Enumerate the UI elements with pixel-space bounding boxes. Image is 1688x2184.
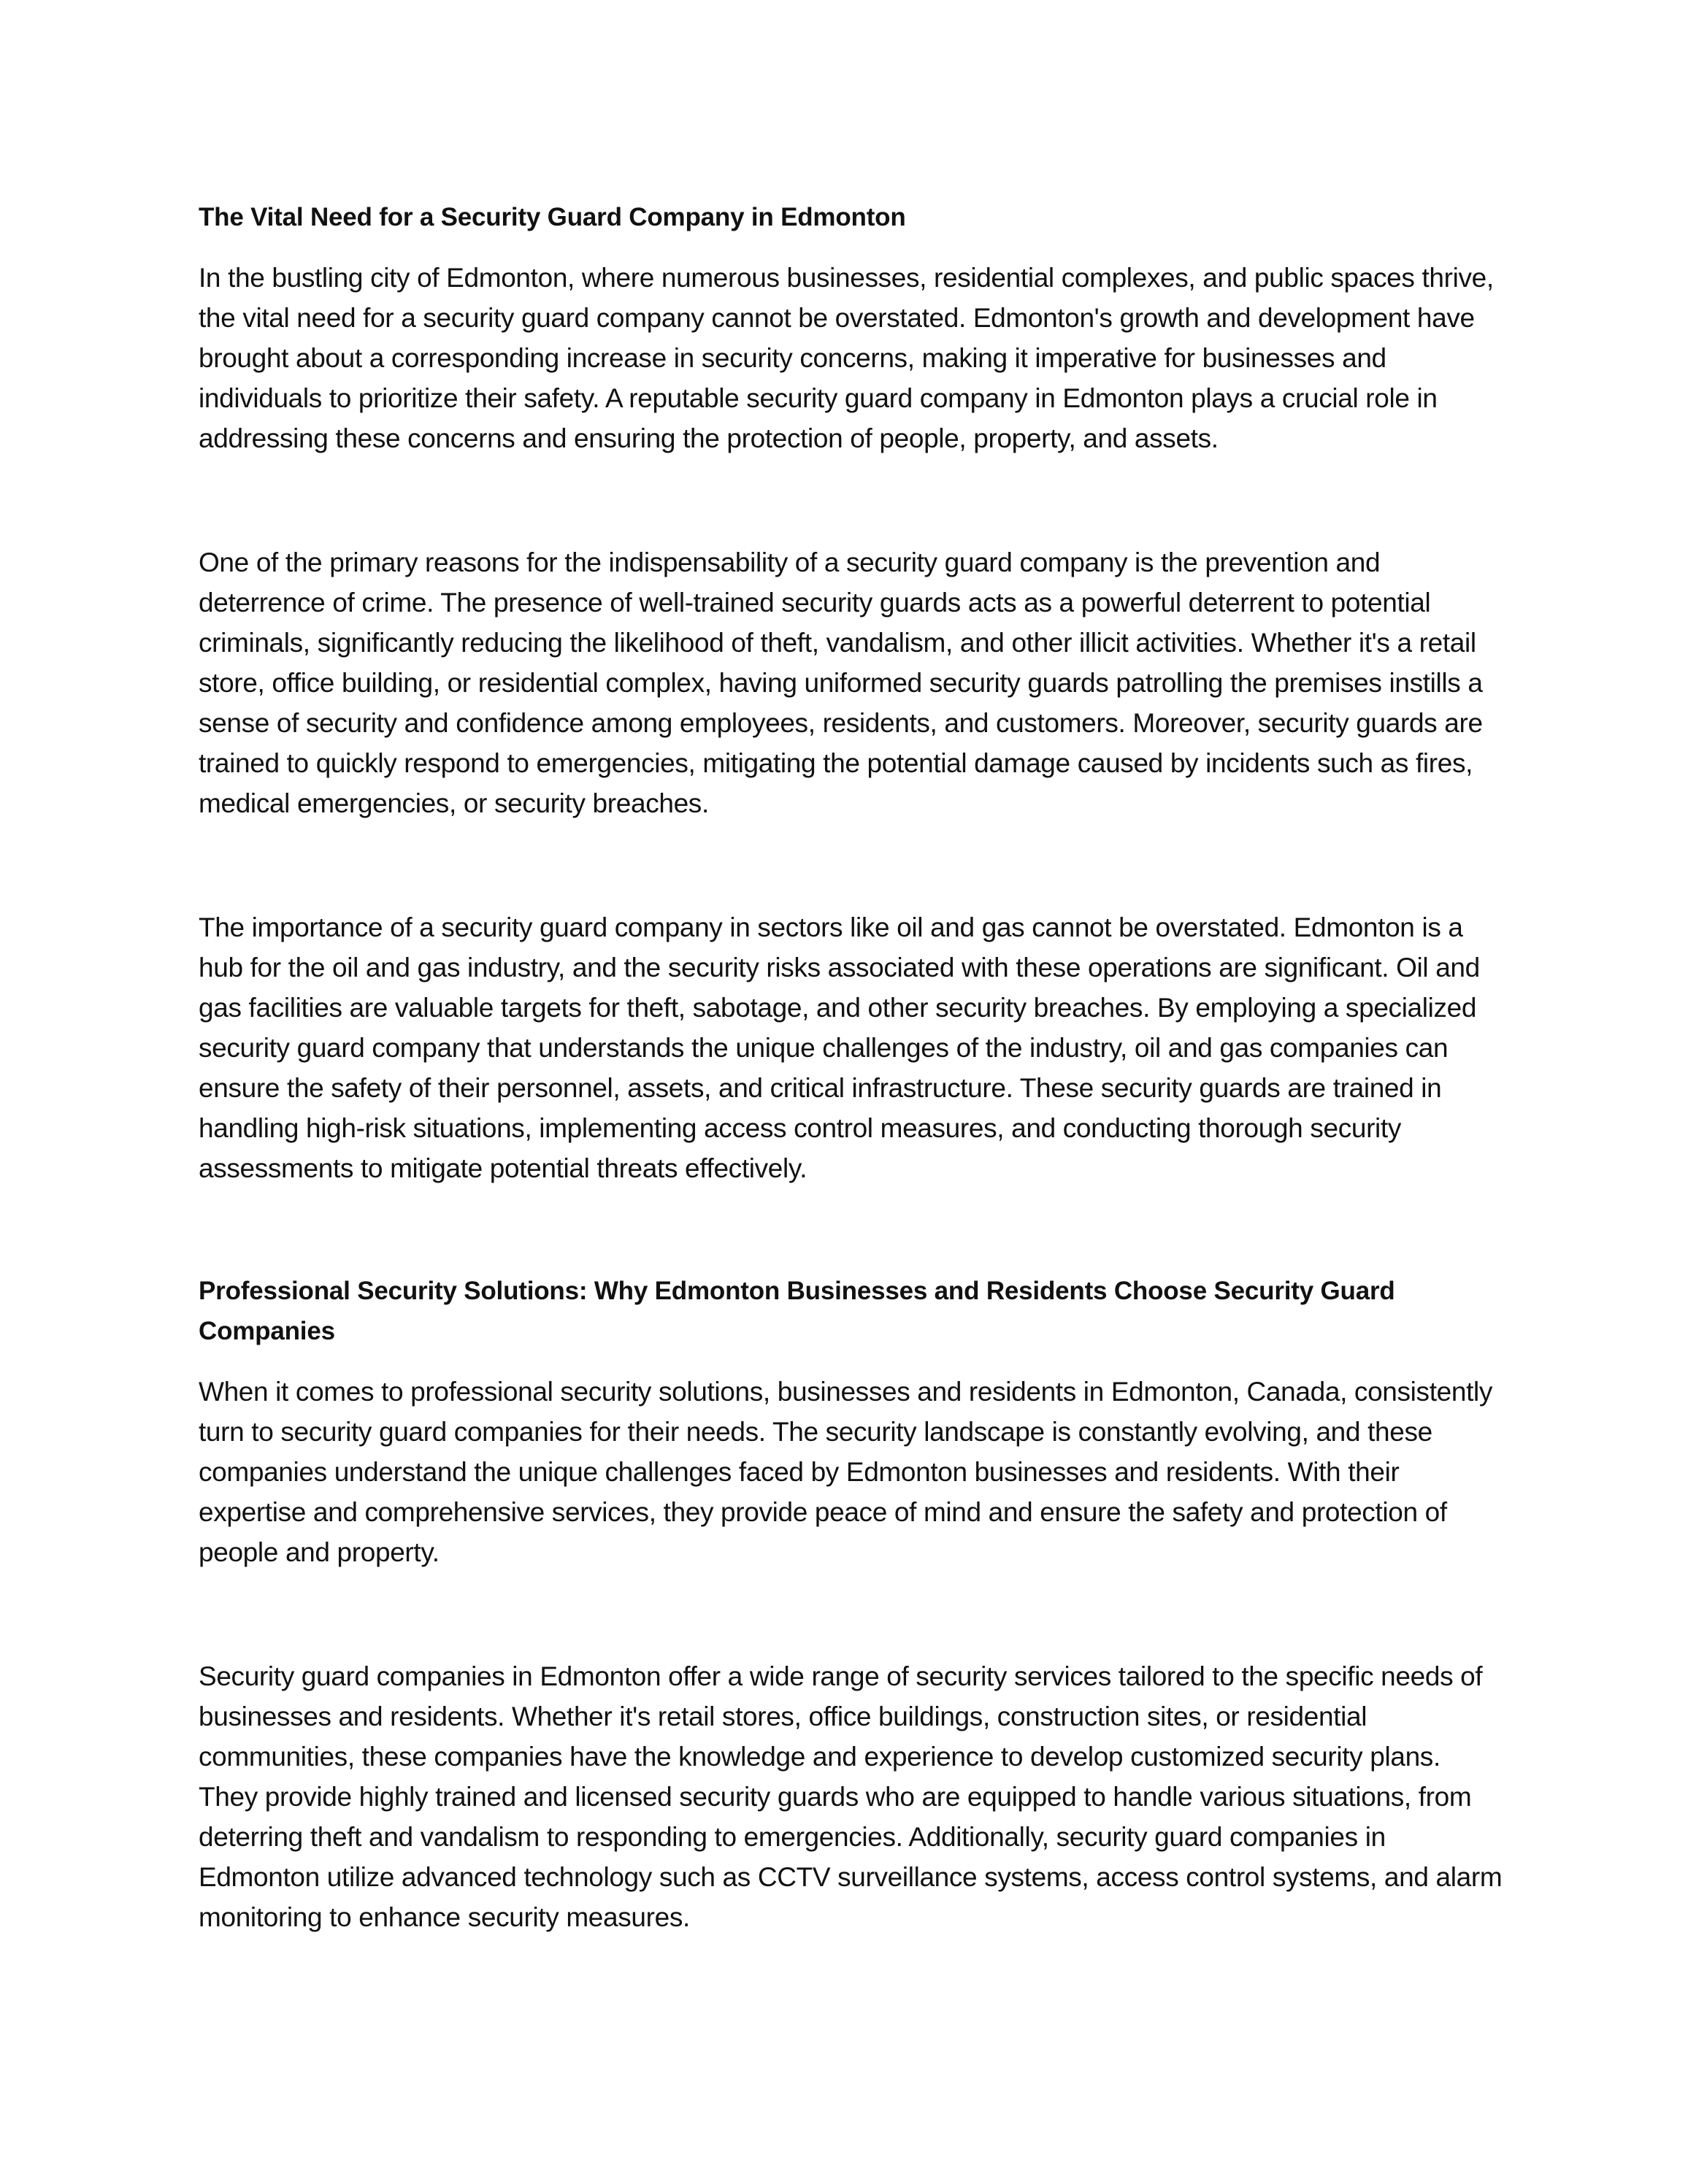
paragraph-spacer (199, 823, 1505, 907)
paragraph: In the bustling city of Edmonton, where numerous businesses, residential complexes, and public spaces thrive, the vital need for a security guard company cannot be overstated. Edmonton's growth and development have brought about a corresponding increase in security concerns, making it imperative for businesses and individuals to prioritize their safety. A reputable security guard company in Edmonton plays a crucial role in addressing these concerns and ensuring the protection of people, property, and assets. (199, 263, 1494, 453)
paragraph-spacer (199, 1188, 1505, 1271)
section-heading: Professional Security Solutions: Why Edmonton Businesses and Residents Choose Security Guard Companies (199, 1277, 1395, 1345)
paragraph-spacer (199, 1572, 1505, 1656)
document-body (199, 197, 1505, 1937)
section-heading: The Vital Need for a Security Guard Company in Edmonton (199, 203, 906, 231)
paragraph: The importance of a security guard company in sectors like oil and gas cannot be overstated. Edmonton is a hub for the oil and gas industry, and the security risks associated with these operations are significant. Oil and gas facilities are valuable targets for theft, sabotage, and other security breaches. By employing a specialized security guard company that understands the unique challenges of the industry, oil and gas companies can ensure the safety of their personnel, assets, and critical infrastructure. These security guards are trained in handling high-risk situations, implementing access control measures, and conducting thorough security assessments to mitigate potential threats effectively. (199, 912, 1480, 1183)
paragraph-spacer (199, 458, 1505, 542)
paragraph: One of the primary reasons for the indispensability of a security guard company is the prevention and deterrence of crime. The presence of well-trained security guards acts as a powerful deterrent to potential criminals, significantly reducing the likelihood of theft, vandalism, and other illicit activities. Whether it's a retail store, office building, or residential complex, having uniformed security guards patrolling the premises instills a sense of security and confidence among employees, residents, and customers. Moreover, security guards are trained to quickly respond to emergencies, mitigating the potential damage caused by incidents such as fires, medical emergencies, or security breaches. (199, 547, 1483, 818)
paragraph: When it comes to professional security solutions, businesses and residents in Edmonton, Canada, consistently turn to security guard companies for their needs. The security landscape is constantly evolving, and these companies understand the unique challenges faced by Edmonton businesses and residents. With their expertise and comprehensive services, they provide peace of mind and ensure the safety and protection of people and property. (199, 1377, 1493, 1567)
paragraph: Security guard companies in Edmonton offer a wide range of security services tailored to the specific needs of businesses and residents. Whether it's retail stores, office buildings, construction sites, or residential communities, these companies have the knowledge and experience to develop customized security plans. They provide highly trained and licensed security guards who are equipped to handle various situations, from deterring theft and vandalism to responding to emergencies. Additionally, security guard companies in Edmonton utilize advanced technology such as CCTV surveillance systems, access control systems, and alarm monitoring to enhance security measures. (199, 1661, 1503, 1932)
